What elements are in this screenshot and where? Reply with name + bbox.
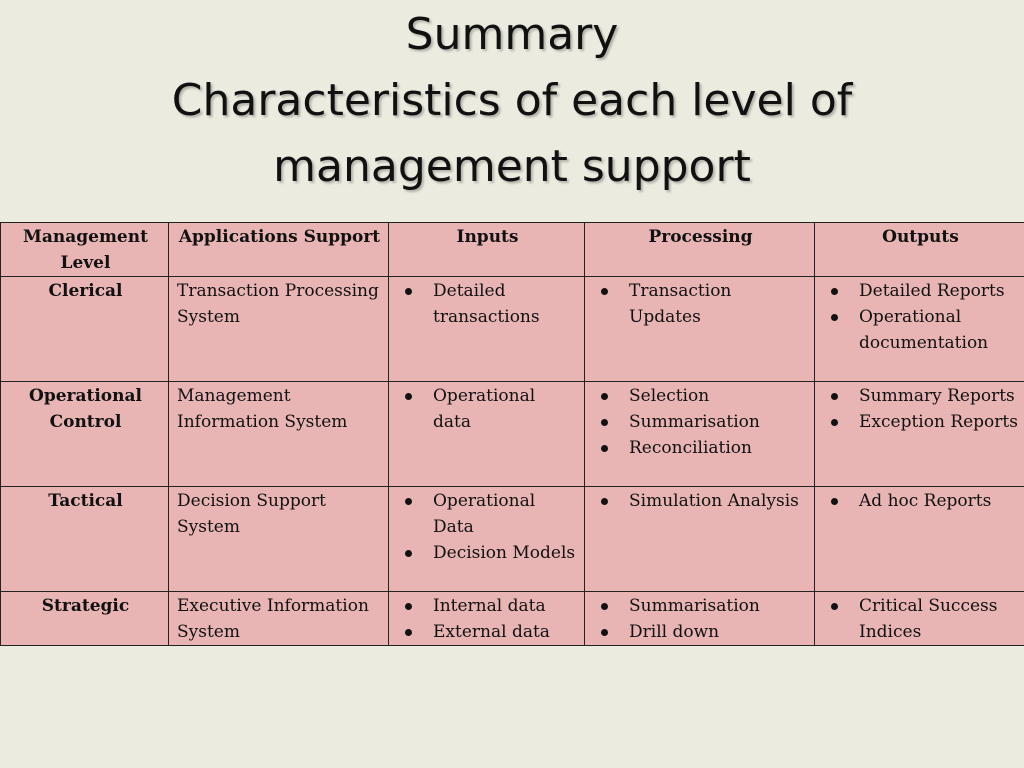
bullet-icon — [831, 603, 838, 610]
list-item: Summarisation — [593, 593, 808, 619]
management-support-table — [0, 222, 1024, 646]
header-inputs: Inputs — [389, 223, 585, 277]
list-item: Reconciliation — [593, 435, 808, 461]
list-item: Summary Reports — [823, 383, 1018, 409]
list-item: Operational documentation — [823, 304, 1018, 356]
table-row — [1, 592, 1024, 646]
list-item: Operational data — [397, 383, 578, 435]
list-item: Detailed Reports — [823, 278, 1018, 304]
application-cell: Executive Information System — [169, 592, 389, 646]
list-item: Critical Success Indices — [823, 593, 1018, 645]
processing-cell — [585, 277, 815, 382]
bullet-icon — [831, 419, 838, 426]
list-item: Internal data — [397, 593, 578, 619]
list-item: Detailed transactions — [397, 278, 578, 330]
bullet-icon — [405, 603, 412, 610]
title-line-3: management support — [273, 141, 751, 192]
list-item: Transaction Updates — [593, 278, 808, 330]
table-row — [1, 487, 1024, 592]
header-management-level: Management Level — [1, 223, 169, 277]
inputs-cell — [389, 277, 585, 382]
application-cell: Transaction Processing System — [169, 277, 389, 382]
list-item: Selection — [593, 383, 808, 409]
bullet-icon — [601, 288, 608, 295]
outputs-cell — [815, 382, 1024, 487]
bullet-icon — [601, 629, 608, 636]
header-processing: Processing — [585, 223, 815, 277]
inputs-cell — [389, 382, 585, 487]
bullet-icon — [405, 498, 412, 505]
application-cell: Decision Support System — [169, 487, 389, 592]
level-cell: Strategic — [1, 592, 169, 646]
list-item: Drill down — [593, 619, 808, 645]
header-outputs: Outputs — [815, 223, 1024, 277]
list-item: Summarisation — [593, 409, 808, 435]
list-item: External data — [397, 619, 578, 645]
table-row — [1, 277, 1024, 382]
header-applications-support: Applications Support — [169, 223, 389, 277]
bullet-icon — [405, 629, 412, 636]
processing-cell — [585, 592, 815, 646]
level-cell: Clerical — [1, 277, 169, 382]
bullet-icon — [405, 550, 412, 557]
bullet-icon — [601, 498, 608, 505]
bullet-icon — [831, 393, 838, 400]
bullet-icon — [831, 498, 838, 505]
inputs-cell — [389, 592, 585, 646]
slide-title — [0, 2, 1024, 200]
outputs-cell — [815, 592, 1024, 646]
processing-cell — [585, 487, 815, 592]
header-row — [1, 223, 1024, 277]
outputs-cell — [815, 487, 1024, 592]
bullet-icon — [601, 445, 608, 452]
bullet-icon — [405, 288, 412, 295]
list-item: Decision Models — [397, 540, 578, 566]
bullet-icon — [831, 314, 838, 321]
processing-cell — [585, 382, 815, 487]
application-cell: Management Information System — [169, 382, 389, 487]
list-item: Ad hoc Reports — [823, 488, 1018, 514]
inputs-cell — [389, 487, 585, 592]
list-item: Operational Data — [397, 488, 578, 540]
list-item: Exception Reports — [823, 409, 1018, 435]
list-item: Simulation Analysis — [593, 488, 808, 514]
level-cell: Tactical — [1, 487, 169, 592]
bullet-icon — [601, 393, 608, 400]
outputs-cell — [815, 277, 1024, 382]
level-cell: Operational Control — [1, 382, 169, 487]
title-line-2: Characteristics of each level of — [171, 75, 853, 126]
bullet-icon — [601, 603, 608, 610]
bullet-icon — [601, 419, 608, 426]
bullet-icon — [405, 393, 412, 400]
table-row — [1, 382, 1024, 487]
bullet-icon — [831, 288, 838, 295]
title-line-1: Summary — [405, 9, 619, 60]
